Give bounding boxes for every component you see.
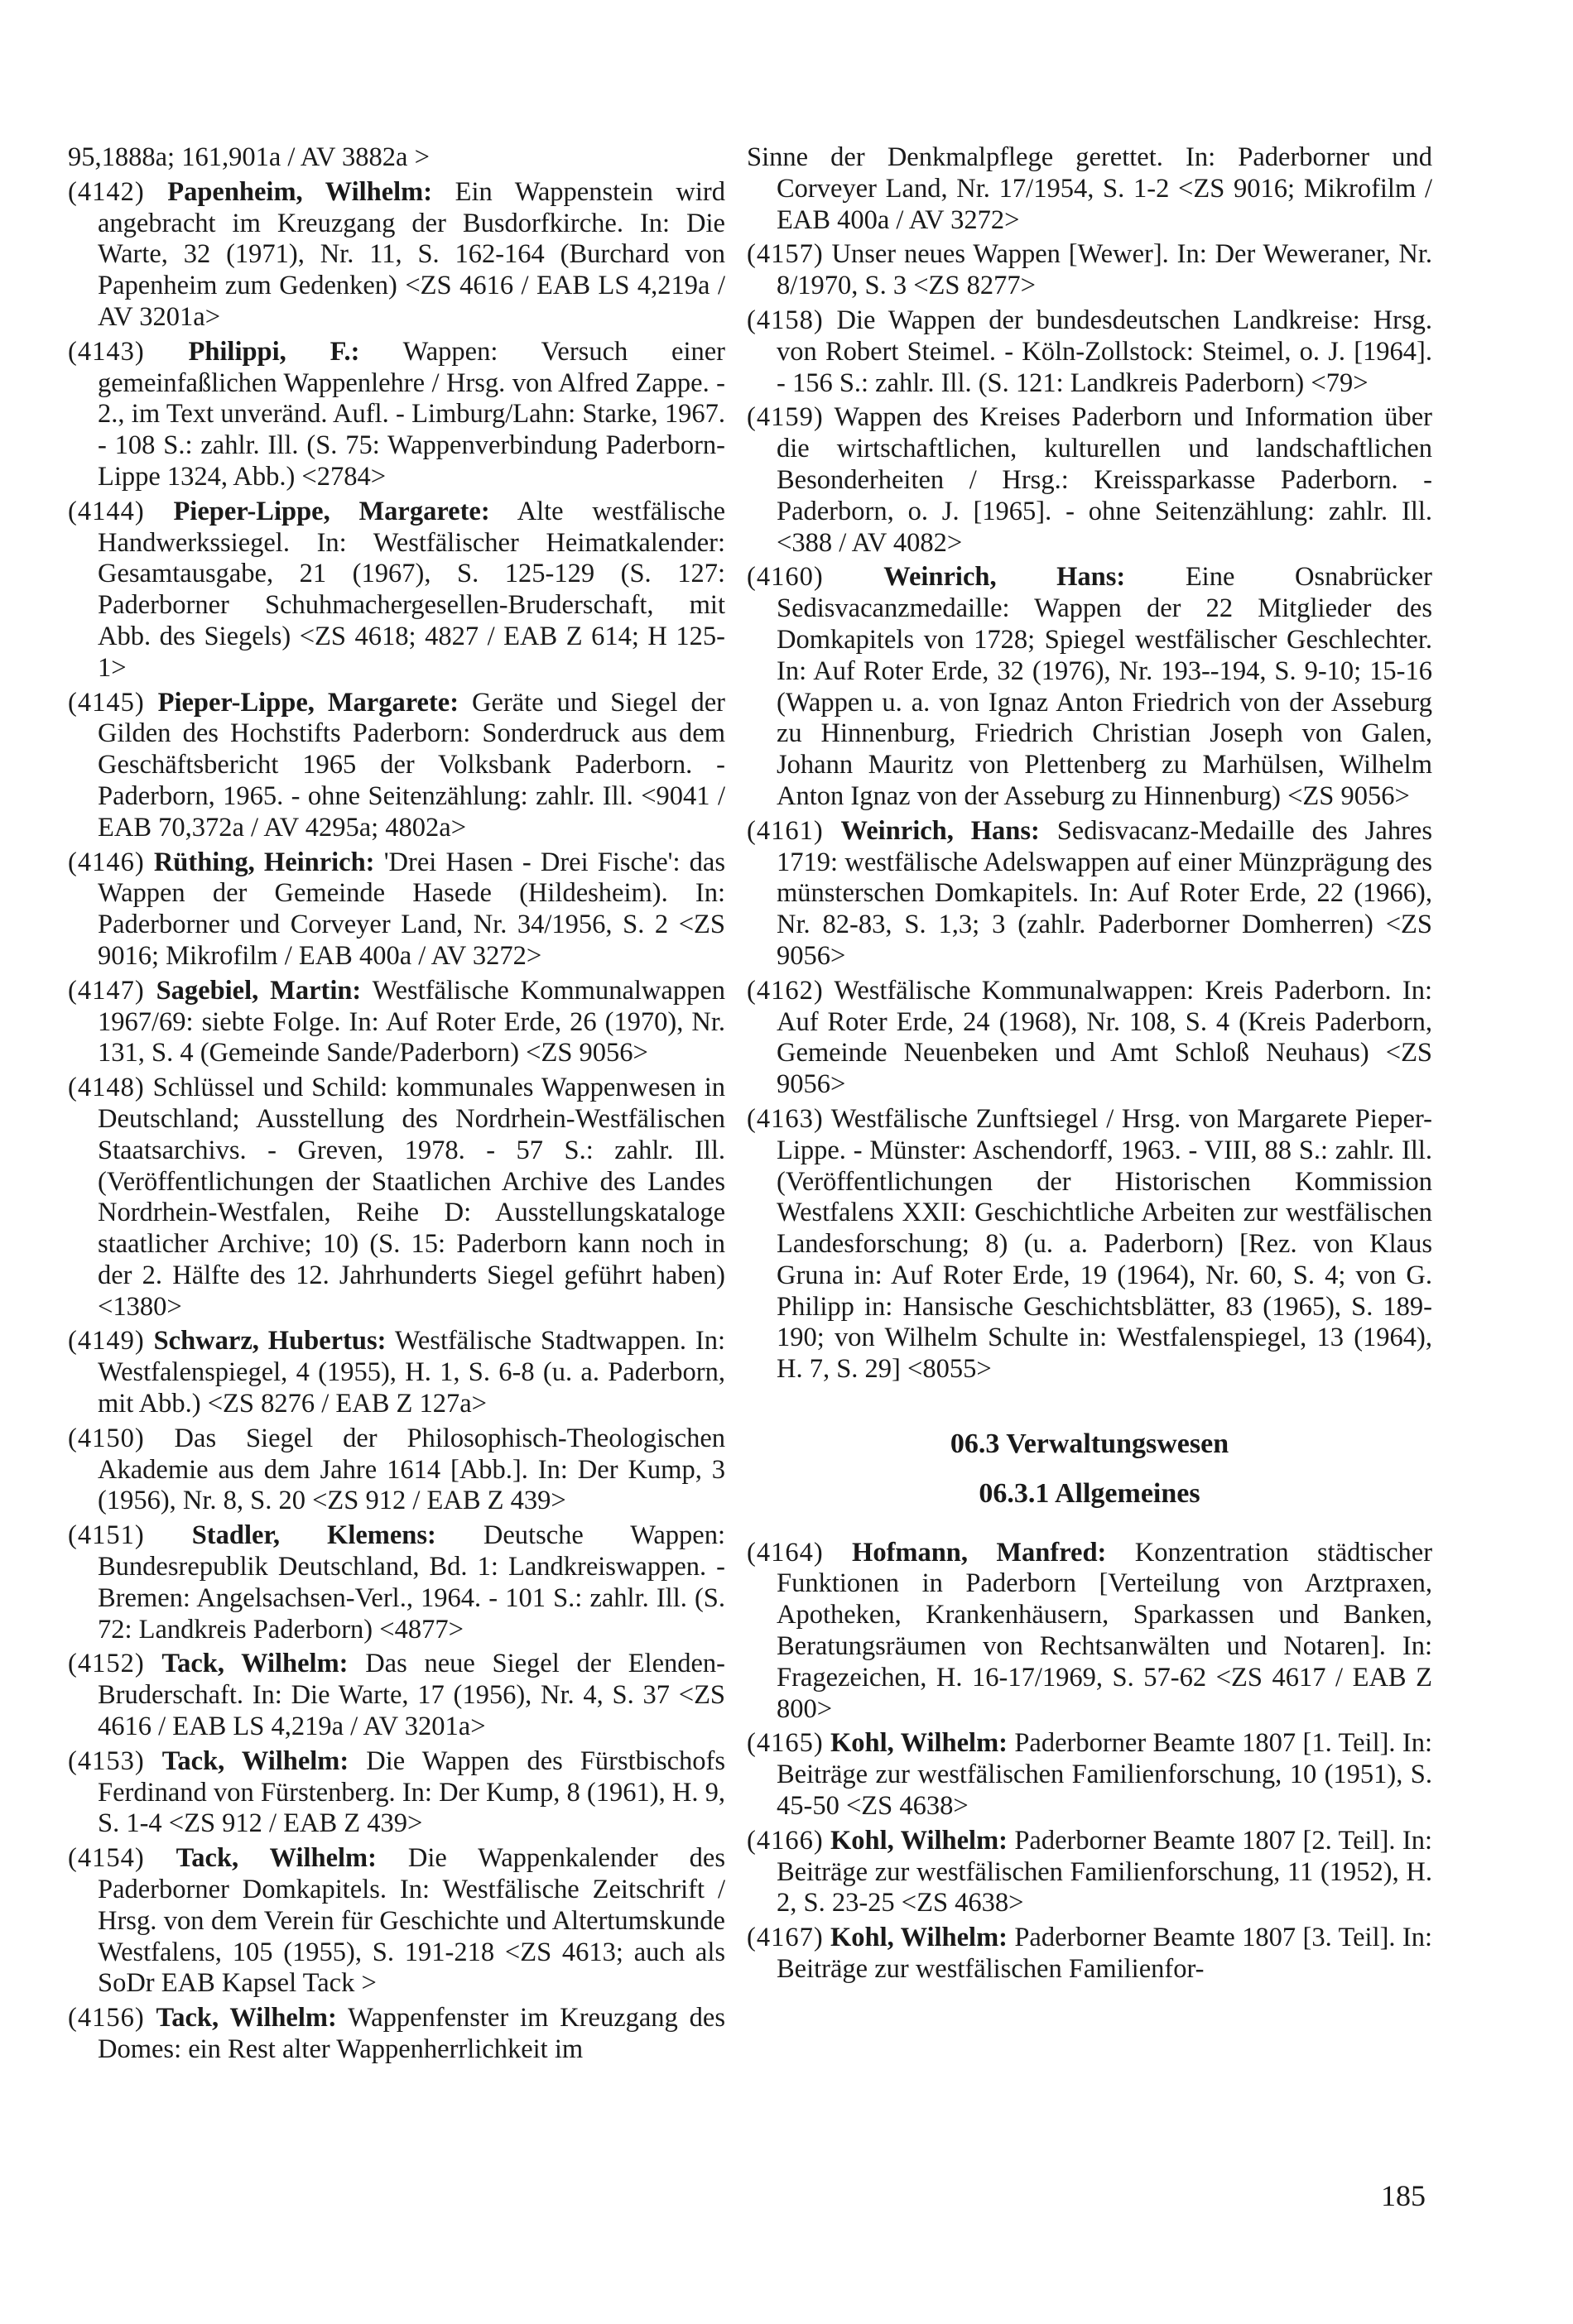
right-column-entries-a bbox=[747, 142, 1432, 1385]
entry-number: (4152) bbox=[68, 1649, 145, 1679]
entry-text: Die Wappenkalender des Paderborner Domkapitels. In: Westfälische Zeitschrift / Hrsg. von dem Verein für Geschichte und Altertumskunde Westfalens, 105 (1955), S. 191-218 <ZS 4613; auch als SoDr EAB Kapsel Tack > bbox=[98, 1843, 725, 1999]
entry-number: (4158) bbox=[747, 305, 824, 335]
bibliography-entry bbox=[747, 562, 1432, 812]
entry-author: Tack, Wilhelm: bbox=[176, 1843, 377, 1874]
entry-author: Kohl, Wilhelm: bbox=[830, 1728, 1008, 1759]
bibliography-entry bbox=[747, 1728, 1432, 1822]
bibliography-entry bbox=[68, 142, 725, 174]
bibliography-entry bbox=[68, 1073, 725, 1323]
entry-text: Konzentration städtischer Funktionen in Paderborn [Verteilung von Arztpraxen, Apotheken, Krankenhäusern, Sparkassen und Banken, Beratungsräumen von Rechtsanwälten und Notaren]. In: Fragezeichen, H. 16-17/1969, S. 57-62 <ZS 4617 / EAB Z 800> bbox=[777, 1537, 1433, 1724]
entry-text: Paderborner Beamte 1807 [2. Teil]. In: Beiträge zur westfälischen Familienforschung, 11 (1952), H. 2, S. 23-25 <ZS 4638> bbox=[777, 1825, 1433, 1918]
entry-number: (4160) bbox=[747, 562, 824, 593]
entry-author: Tack, Wilhelm: bbox=[161, 1745, 349, 1776]
entry-number: (4157) bbox=[747, 239, 824, 270]
bibliography-entry bbox=[68, 337, 725, 493]
entry-author: Stadler, Klemens: bbox=[191, 1520, 436, 1551]
entry-number: (4149) bbox=[68, 1326, 145, 1356]
entry-author: Sagebiel, Martin: bbox=[156, 975, 362, 1006]
entry-number: (4154) bbox=[68, 1843, 145, 1874]
bibliography-entry bbox=[68, 1424, 725, 1517]
entry-author: Pieper-Lippe, Margarete: bbox=[173, 496, 490, 526]
entry-number: (4151) bbox=[68, 1520, 145, 1551]
entry-number: (4150) bbox=[68, 1423, 145, 1453]
bibliography-entry bbox=[747, 976, 1432, 1101]
entry-author: Schwarz, Hubertus: bbox=[153, 1326, 387, 1356]
entry-text: Geräte und Siegel der Gilden des Hochstifts Paderborn: Sonderdruck aus dem Geschäftsbericht 1965 der Volksbank Paderborn. - Paderborn, 1965. - ohne Seitenzählung: zahlr. Ill. <9041 / EAB 70,372a / AV 4295a; 4802a> bbox=[98, 687, 725, 843]
entry-number: (4144) bbox=[68, 496, 145, 526]
entry-number: (4165) bbox=[747, 1728, 824, 1759]
entry-text: Das neue Siegel der Elenden-Bruderschaft. In: Die Warte, 17 (1956), Nr. 4, S. 37 <ZS 4616 / EAB LS 4,219a / AV 3201a> bbox=[98, 1649, 725, 1742]
bibliography-entry bbox=[747, 402, 1432, 559]
bibliography-entry bbox=[68, 177, 725, 334]
entry-text: Die Wappen des Fürstbischofs Ferdinand von Fürstenberg. In: Der Kump, 8 (1961), H. 9, S. 1-4 <ZS 912 / EAB Z 439> bbox=[98, 1745, 725, 1839]
bibliography-entry bbox=[68, 1520, 725, 1645]
entry-number: (4142) bbox=[68, 176, 145, 207]
entry-author: Rüthing, Heinrich: bbox=[153, 847, 375, 877]
entry-text: Ein Wappenstein wird angebracht im Kreuzgang der Busdorfkirche. In: Die Warte, 32 (1971), Nr. 11, S. 162-164 (Burchard von Papenheim zum Gedenken) <ZS 4616 / EAB LS 4,219a / AV 3201a> bbox=[98, 176, 726, 332]
entry-text: Die Wappen der bundesdeutschen Landkreise: Hrsg. von Robert Steimel. - Köln-Zollstock: Steimel, o. J. [1964]. - 156 S.: zahlr. Ill. (S. 121: Landkreis Paderborn) <79> bbox=[777, 305, 1433, 398]
entry-author: Tack, Wilhelm: bbox=[161, 1649, 349, 1679]
page-number: 185 bbox=[1381, 2179, 1426, 2212]
entry-number: (4145) bbox=[68, 687, 145, 718]
entry-text: 95,1888a; 161,901a / AV 3882a > bbox=[68, 142, 430, 172]
entry-text: Westfälische Kommunalwappen 1967/69: siebte Folge. In: Auf Roter Erde, 26 (1970), Nr. 131, S. 4 (Gemeinde Sande/Paderborn) <ZS 9056> bbox=[98, 975, 725, 1068]
entry-text: Das Siegel der Philosophisch-Theologischen Akademie aus dem Jahre 1614 [Abb.]. In: Der Kump, 3 (1956), Nr. 8, S. 20 <ZS 912 / EAB Z 439> bbox=[98, 1423, 725, 1516]
bibliography-entry bbox=[68, 688, 725, 844]
bibliography-entry bbox=[68, 976, 725, 1069]
entry-number: (4148) bbox=[68, 1073, 145, 1103]
bibliography-entry bbox=[68, 847, 725, 972]
entry-text: Wappen: Versuch einer gemeinfaßlichen Wappenlehre / Hrsg. von Alfred Zappe. - 2., im Text unveränd. Aufl. - Limburg/Lahn: Starke, 1967. - 108 S.: zahlr. Ill. (S. 75: Wappenverbindung Paderborn-Lippe 1324, Abb.) <2784> bbox=[98, 336, 726, 492]
entry-text: Wappenfenster im Kreuzgang des Domes: ein Rest alter Wappenherrlichkeit im bbox=[98, 2003, 726, 2065]
entry-number: (4161) bbox=[747, 815, 824, 846]
entry-author: Kohl, Wilhelm: bbox=[830, 1825, 1008, 1856]
entry-number: (4162) bbox=[747, 975, 824, 1006]
entry-number: (4167) bbox=[747, 1923, 824, 1953]
entry-number: (4163) bbox=[747, 1103, 824, 1134]
subsection-heading: 06.3.1 Allgemeines bbox=[979, 1477, 1200, 1509]
entry-text: Westfälische Kommunalwappen: Kreis Paderborn. In: Auf Roter Erde, 24 (1968), Nr. 108, S. 4 (Kreis Paderborn, Gemeinde Neuenbeken und Amt Schloß Neuhaus) <ZS 9056> bbox=[777, 975, 1432, 1100]
entry-number: (4147) bbox=[68, 975, 145, 1006]
entry-number: (4153) bbox=[68, 1745, 145, 1776]
entry-number: (4164) bbox=[747, 1537, 824, 1568]
entry-number: (4166) bbox=[747, 1825, 824, 1856]
entry-text: Sedisvacanz-Medaille des Jahres 1719: westfälische Adelswappen auf einer Münzprägung des münsterschen Domkapitels. In: Auf Roter Erde, 22 (1966), Nr. 82-83, S. 1,3; 3 (zahlr. Paderborner Domherren) <ZS 9056> bbox=[777, 815, 1432, 971]
entry-text: Schlüssel und Schild: kommunales Wappenwesen in Deutschland; Ausstellung des Nordrhein-Westfälischen Staatsarchivs. - Greven, 1978. - 57 S.: zahlr. Ill. (Veröffentlichungen der Staatlichen Archive des Landes Nordrhein-Westfalen, Reihe D: Ausstellungskataloge staatlicher Archive; 10) (S. 15: Paderborn kann noch in der 2. Hälfte des 12. Jahrhunderts Siegel geführt haben) <1380> bbox=[98, 1073, 725, 1322]
entry-number: (4143) bbox=[68, 336, 145, 367]
entry-text: Eine Osnabrücker Sedisvacanzmedaille: Wappen der 22 Mitglieder des Domkapitels von 1728; Spiegel westfälischer Geschlechter. In: Auf Roter Erde, 32 (1976), Nr. 193--194, S. 9-10; 15-16 (Wappen u. a. von Ignaz Anton Friedrich von der Asseburg zu Hinnenburg, Friedrich Christian Joseph von Galen, Johann Mauritz von Plettenberg zu Marhülsen, Wilhelm Anton Ignaz von der Asseburg zu Hinnenburg) <ZS 9056> bbox=[777, 562, 1433, 811]
bibliography-entry bbox=[747, 1104, 1432, 1385]
bibliography-entry bbox=[68, 1326, 725, 1419]
entry-text: Paderborner Beamte 1807 [3. Teil]. In: Beiträge zur westfälischen Familienfor- bbox=[777, 1923, 1433, 1985]
bibliography-entry bbox=[747, 142, 1432, 236]
right-column bbox=[747, 142, 1432, 1989]
entry-author: Pieper-Lippe, Margarete: bbox=[157, 687, 459, 718]
entry-author: Philippi, F.: bbox=[188, 336, 360, 367]
bibliography-entry bbox=[747, 1826, 1432, 1919]
bibliography-entry bbox=[68, 1843, 725, 2000]
bibliography-entry bbox=[68, 2003, 725, 2066]
entry-text: Paderborner Beamte 1807 [1. Teil]. In: Beiträge zur westfälischen Familienforschung, 10 (1951), S. 45-50 <ZS 4638> bbox=[777, 1728, 1433, 1822]
entry-text: Sinne der Denkmalpflege gerettet. In: Paderborner und Corveyer Land, Nr. 17/1954, S. 1-2 <ZS 9016; Mikrofilm / EAB 400a / AV 3272> bbox=[747, 142, 1432, 235]
entry-number: (4159) bbox=[747, 402, 824, 433]
bibliography-entry bbox=[68, 497, 725, 684]
entry-text: Westfälische Stadtwappen. In: Westfalenspiegel, 4 (1955), H. 1, S. 6-8 (u. a. Paderborn, mit Abb.) <ZS 8276 / EAB Z 127a> bbox=[98, 1326, 726, 1419]
bibliography-entry bbox=[68, 1649, 725, 1742]
bibliography-entry bbox=[747, 305, 1432, 399]
bibliography-entry bbox=[747, 239, 1432, 302]
entry-author: Papenheim, Wilhelm: bbox=[167, 176, 433, 207]
bibliography-entry bbox=[747, 1538, 1432, 1726]
bibliography-entry bbox=[68, 1746, 725, 1840]
entry-text: Westfälische Zunftsiegel / Hrsg. von Margarete Pieper-Lippe. - Münster: Aschendorff, 1963. - VIII, 88 S.: zahlr. Ill. (Veröffentlichungen der Historischen Kommission Westfalens XXII: Geschichtliche Arbeiten zur westfälischen Landesforschung; 8) (u. a. Paderborn) [Rez. von Klaus Gruna in: Auf Roter Erde, 19 (1964), Nr. 60, S. 4; von G. Philipp in: Hansische Geschichtsblätter, 83 (1965), S. 189-190; von Wilhelm Schulte in: Westfalenspiegel, 13 (1964), H. 7, S. 29] <8055> bbox=[777, 1103, 1432, 1385]
entry-author: Tack, Wilhelm: bbox=[156, 2003, 337, 2034]
entry-author: Weinrich, Hans: bbox=[883, 562, 1126, 593]
right-column-entries-b bbox=[747, 1538, 1432, 1985]
entry-text: Wappen des Kreises Paderborn und Information über die wirtschaftlichen, kulturellen und landschaftlichen Besonderheiten / Hrsg.: Kreissparkasse Paderborn. - Paderborn, o. J. [1965]. - ohne Seitenzählung: zahlr. Ill. <388 / AV 4082> bbox=[777, 402, 1433, 558]
entry-text: Deutsche Wappen: Bundesrepublik Deutschland, Bd. 1: Landkreiswappen. - Bremen: Angelsachsen-Verl., 1964. - 101 S.: zahlr. Ill. (S. 72: Landkreis Paderborn) <4877> bbox=[98, 1520, 726, 1645]
entry-text: 'Drei Hasen - Drei Fische': das Wappen der Gemeinde Hasede (Hildesheim). In: Paderborner und Corveyer Land, Nr. 34/1956, S. 2 <ZS 9016; Mikrofilm / EAB 400a / AV 3272> bbox=[98, 847, 725, 971]
entry-author: Weinrich, Hans: bbox=[840, 815, 1040, 846]
entry-author: Kohl, Wilhelm: bbox=[830, 1923, 1008, 1953]
left-column bbox=[68, 142, 725, 2069]
entry-number: (4156) bbox=[68, 2003, 145, 2034]
entry-text: Alte westfälische Handwerkssiegel. In: Westfälischer Heimatkalender: Gesamtausgabe, 21 (1967), S. 125-129 (S. 127: Paderborner Schuhmachergesellen-Bruderschaft, mit Abb. des Siegels) <ZS 4618; 4827 / EAB Z 614; H 125-1> bbox=[98, 496, 725, 683]
entry-number: (4146) bbox=[68, 847, 145, 877]
entry-text: Unser neues Wappen [Wewer]. In: Der Weweraner, Nr. 8/1970, S. 3 <ZS 8277> bbox=[777, 239, 1432, 301]
bibliography-entry bbox=[747, 1923, 1432, 1985]
bibliography-entry bbox=[747, 816, 1432, 972]
entry-author: Hofmann, Manfred: bbox=[852, 1537, 1107, 1568]
section-heading: 06.3 Verwaltungswesen bbox=[950, 1428, 1229, 1460]
